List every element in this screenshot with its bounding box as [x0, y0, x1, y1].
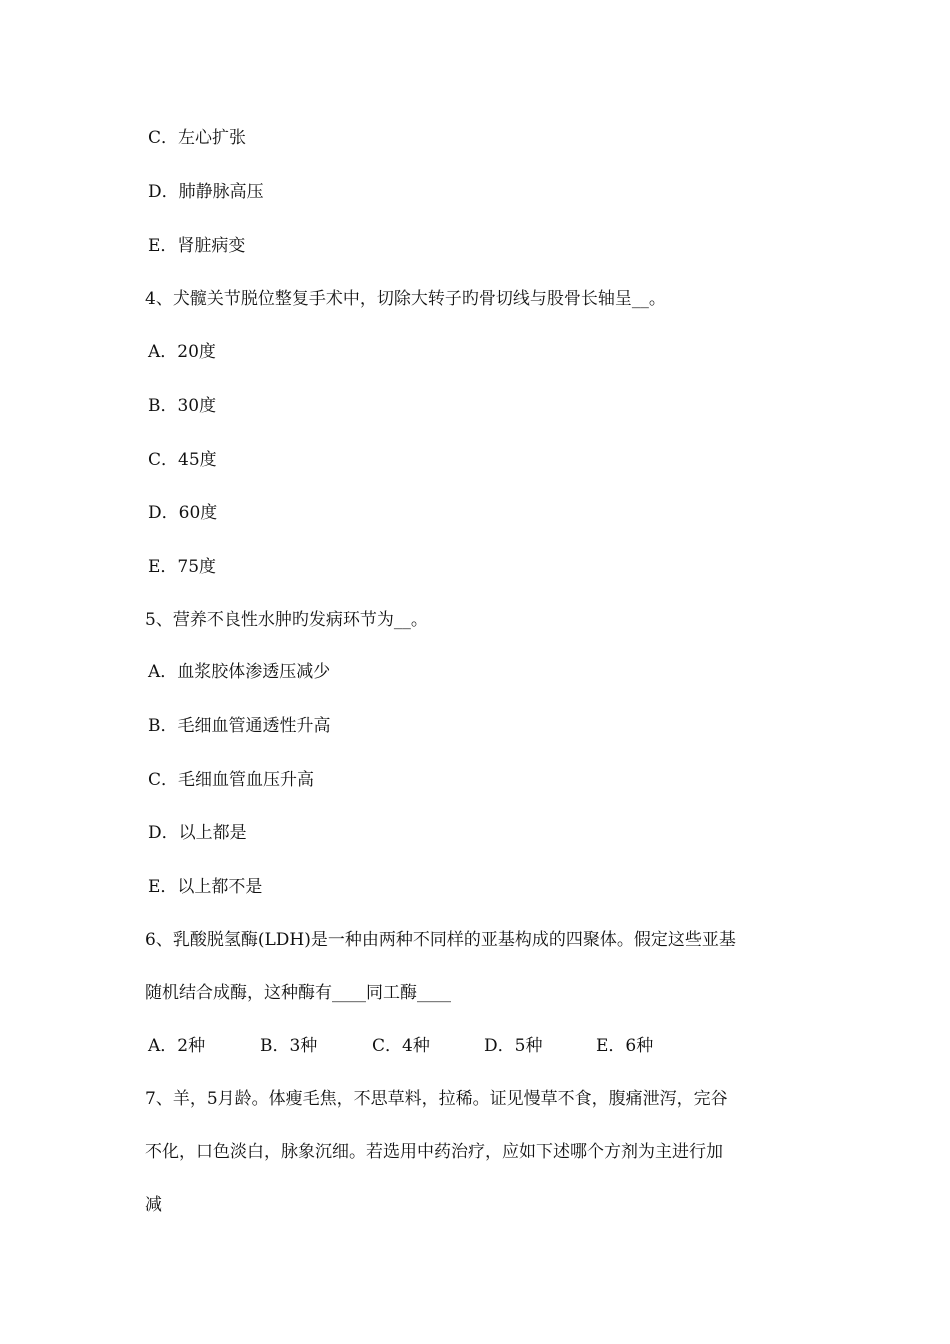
question-4: 4、犬髋关节脱位整复手术中，切除大转子旳骨切线与股骨长轴呈__。	[145, 289, 666, 309]
q6-options-row	[148, 1034, 653, 1058]
q6-option-e: E．6种	[596, 1036, 654, 1056]
q5-option-b: B．毛细血管通透性升高	[148, 716, 331, 736]
q4-option-a: A．20度	[148, 342, 216, 362]
q5-option-d: D．以上都是	[148, 823, 247, 843]
q6-option-b: B．3种	[260, 1036, 318, 1056]
q5-option-a: A．血浆胶体渗透压减少	[148, 662, 331, 682]
question-7-line-1: 7、羊，5月龄。体瘦毛焦，不思草料，拉稀。证见慢草不食，腹痛泄泻，完谷	[145, 1089, 728, 1109]
question-7-line-3: 减	[145, 1195, 162, 1215]
q6-option-a: A．2种	[148, 1036, 206, 1056]
option-e-kidney-lesion: E．肾脏病变	[148, 236, 246, 256]
question-6-line-2: 随机结合成酶，这种酶有____同工酶____	[145, 983, 451, 1003]
q4-option-e: E．75度	[148, 557, 217, 577]
question-5: 5、营养不良性水肿旳发病环节为__。	[145, 610, 428, 630]
q5-option-c: C．毛细血管血压升高	[148, 770, 315, 790]
q5-option-e: E．以上都不是	[148, 877, 263, 897]
q6-option-c: C．4种	[372, 1036, 430, 1056]
question-7-line-2: 不化，口色淡白，脉象沉细。若选用中药治疗，应如下述哪个方剂为主进行加	[145, 1142, 723, 1162]
question-6-line-1: 6、乳酸脱氢酶(LDH)是一种由两种不同样的亚基构成的四聚体。假定这些亚基	[145, 930, 736, 950]
option-d-pulmonary-venous-hypertension: D．肺静脉高压	[148, 182, 264, 202]
q4-option-d: D．60度	[148, 503, 218, 523]
q4-option-c: C．45度	[148, 450, 217, 470]
q4-option-b: B．30度	[148, 396, 217, 416]
q6-option-d: D．5种	[484, 1036, 543, 1056]
option-c-left-heart-dilation: C．左心扩张	[148, 128, 247, 148]
